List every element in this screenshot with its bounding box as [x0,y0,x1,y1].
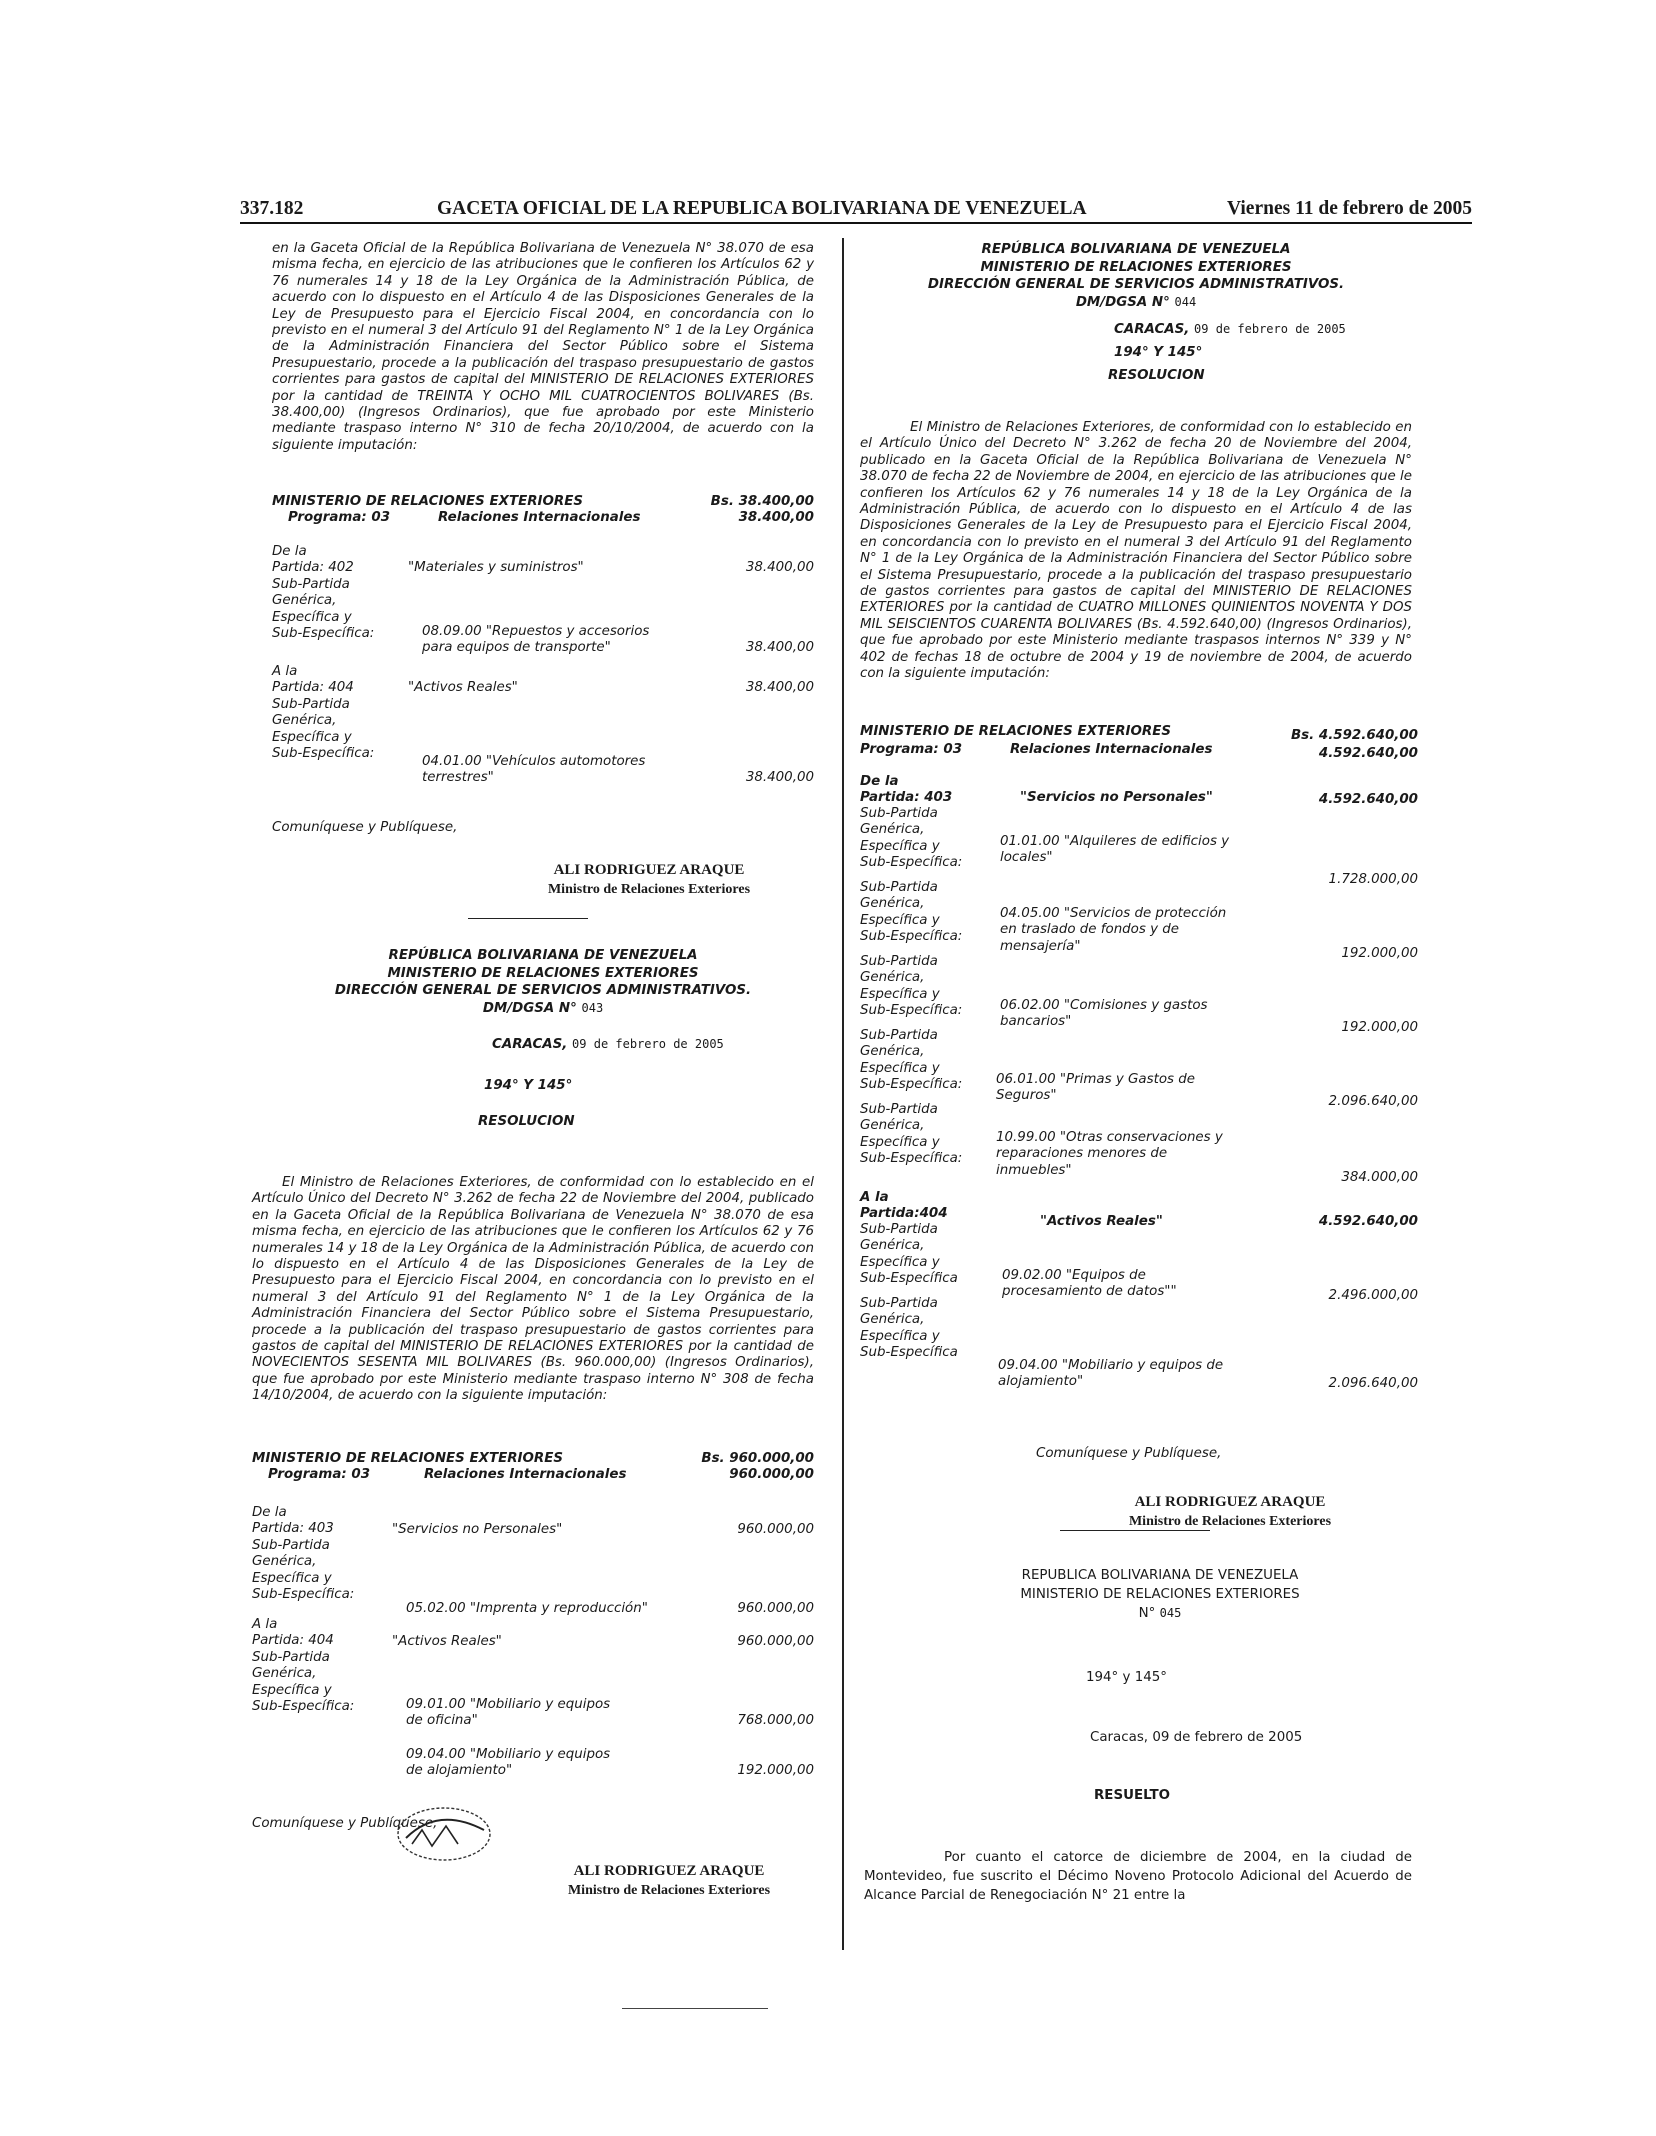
res043-body: El Ministro de Relaciones Exteriores, de conformidad con lo establecido en el Artículo Único del Decreto N° 3.262 de fecha 22 de Noviembre del 2004, publicado en la Gaceta Oficial de la República Bolivariana de Venezuela N° 38.070 de esa misma fecha, en ejercicio de las atribuciones que le confieren los Artículos 62 y 76 numerales 14 y 18 de la Ley Orgánica de la Administración Pública, de acuerdo con lo dispuesto en el Artículo 4 de las Disposiciones Generales de la Ley de Presupuesto para el Ejercicio Fiscal 2004, en concordancia con lo previsto en el numeral 3 del Artículo 91 del Reglamento N° 1 de la Ley Orgánica de la Administración Financiera del Sector Público sobre el Sistema Presupuestario, procede a la publicación del traspaso presupuestario de gastos corrientes para gastos de capital del MINISTERIO DE RELACIONES EXTERIORES por la cantidad de NOVECIENTOS SESENTA MIL BOLIVARES (Bs. 960.000,00) (Ingresos Ordinarios), que fue aprobado por este Ministerio mediante traspaso interno N° 308 de fecha 14/10/2004, de acuerdo con la siguiente imputación: [252,1175,814,1404]
res044-number-line [860,294,1412,312]
separator-rule-3 [1060,1530,1210,1531]
res045-number-label: N° [1138,1606,1156,1621]
res045-number: 045 [1159,1606,1182,1620]
closing-2: Comuníquese y Publíquese, [252,1816,438,1831]
res044-years: 194° Y 145° [1114,345,1203,360]
table3-s4-label: Sub-Partida Genérica, Específica y Sub-Específica: [860,1028,963,1093]
table3-s4-amount: 2.096.640,00 [1328,1094,1418,1109]
table1-de-partida-amount: 38.400,00 [745,560,814,575]
table2-a-sub2-amount: 192.000,00 [737,1763,814,1778]
res045-republic: REPUBLICA BOLIVARIANA DE VENEZUELA [1021,1568,1299,1583]
table1-program-name: Relaciones Internacionales [438,510,641,525]
res043-ministry: MINISTERIO DE RELACIONES EXTERIORES [387,965,699,981]
table3-s5-desc: 10.99.00 "Otras conservaciones y reparaciones menores de inmuebles" [996,1130,1223,1178]
table3-a2-label: Sub-Partida Genérica, Específica y Sub-Específica [860,1296,958,1361]
table2-a-sub1-amount: 768.000,00 [737,1713,814,1728]
table2-de-partida-desc: "Servicios no Personales" [392,1522,563,1537]
res045-years: 194° y 145° [1086,1670,1167,1685]
res045-place-date: Caracas, 09 de febrero de 2005 [1090,1730,1303,1745]
table3-s2-amount: 192.000,00 [1341,946,1418,961]
gazette-header [240,196,1472,226]
table2-a-partida-desc: "Activos Reales" [392,1634,502,1649]
table2-de-partida-amount: 960.000,00 [737,1522,814,1537]
table1-de-sub-amount: 38.400,00 [745,640,814,655]
table3-s2-desc: 04.05.00 "Servicios de protección en traslado de fondos y de mensajería" [1000,906,1227,954]
res044-ministry: MINISTERIO DE RELACIONES EXTERIORES [980,259,1292,275]
table3-ministry: MINISTERIO DE RELACIONES EXTERIORES [860,724,1172,739]
table1-a-sub-desc: 04.01.00 "Vehículos automotores terrestres" [422,754,646,786]
table1-ministry-amount: Bs. 38.400,00 [710,494,814,509]
res045-body-block [864,1848,1412,1905]
res043-number: 043 [581,1000,604,1015]
table2-ministry-amount: Bs. 960.000,00 [701,1451,814,1466]
table1-de-sub-desc: 08.09.00 "Repuestos y accesorios para equipos de transporte" [422,624,650,656]
res044-city-date [1114,321,1346,338]
left-column [272,241,814,454]
res045-number-line [1000,1604,1320,1623]
table3-de-partida-amount: 4.592.640,00 [1318,792,1418,807]
signature-1-name: ALI RODRIGUEZ ARAQUE [553,862,745,878]
table2-a-partida-amount: 960.000,00 [737,1634,814,1649]
res044-title: RESOLUCION [1108,368,1205,383]
res045-body: Por cuanto el catorce de diciembre de 2004, en la ciudad de Montevideo, fue suscrito el Décimo Noveno Protocolo Adicional del Acuerdo de Alcance Parcial de Renegociación N° 21 entre la [864,1850,1412,1903]
table1-a-partida-desc: "Activos Reales" [408,680,518,695]
footer-rule [622,2008,768,2009]
table2-de-sub-desc: 05.02.00 "Imprenta y reproducción" [406,1601,648,1616]
table3-a-header: A la Partida:404 [860,1190,948,1222]
res043-date: 09 de febrero de 2005 [572,1037,724,1051]
res043-years: 194° Y 145° [484,1078,573,1093]
res044-body-block [860,420,1412,683]
res044-number-label: DM/DGSA N° [1075,294,1170,310]
table2-de-label: De la Partida: 403 Sub-Partida Genérica, Específica y Sub-Específica: [252,1505,355,1603]
signature-3-title: Ministro de Relaciones Exteriores [1128,1514,1332,1529]
table3-program: Programa: 03 [860,742,963,757]
res043-body-block [252,1175,814,1405]
res043-direction: DIRECCIÓN GENERAL DE SERVICIOS ADMINISTRATIVOS. [334,983,752,998]
table3-de-partida-desc: "Servicios no Personales" [1020,790,1213,805]
resuelto-045-heading [1000,1566,1320,1623]
table2-a-label: A la Partida: 404 Sub-Partida Genérica, Específica y Sub-Específica: [252,1617,355,1715]
column-divider [842,238,844,1950]
res043-city: CARACAS, [492,1037,568,1052]
issue-date: Viernes 11 de febrero de 2005 [1227,198,1472,219]
table2-program-name: Relaciones Internacionales [424,1467,627,1482]
table3-s3-label: Sub-Partida Genérica, Específica y Sub-Específica: [860,954,963,1019]
res044-date: 09 de febrero de 2005 [1194,322,1346,336]
intro-paragraph: en la Gaceta Oficial de la República Bolivariana de Venezuela N° 38.070 de esa misma fecha, en ejercicio de las atribuciones que le confieren los Artículos 62 y 76 numerales 14 y 18 de la Ley Orgánica de la Administración Pública, de acuerdo con lo dispuesto en el Artículo 4 de las Disposiciones Generales de la Ley de Presupuesto para el Ejercicio Fiscal 2004, en concordancia con lo previsto en el numeral 3 del Artículo 91 del Reglamento N° 1 de la Ley Orgánica de la Administración Financiera del Sector Público sobre el Sistema Presupuestario, procede a la publicación del traspaso presupuestario de gastos corrientes para gastos de capital del MINISTERIO DE RELACIONES EXTERIORES por la cantidad de TREINTA Y OCHO MIL CUATROCIENTOS BOLIVARES (Bs. 38.400,00) (Ingresos Ordinarios), que fue aprobado por este Ministerio mediante traspaso interno N° 310 de fecha 20/10/2004, de acuerdo con la siguiente imputación: [272,241,814,453]
budget-table-1 [272,494,814,834]
publication-title: GACETA OFICIAL DE LA REPUBLICA BOLIVARIANA DE VENEZUELA [437,198,1087,219]
signature-1-title: Ministro de Relaciones Exteriores [547,882,751,897]
signature-2-name: ALI RODRIGUEZ ARAQUE [573,1863,765,1879]
table3-program-name: Relaciones Internacionales [1010,742,1213,757]
res043-title: RESOLUCION [478,1114,575,1129]
resolution-043-heading [272,947,814,1017]
table1-a-label: A la Partida: 404 Sub-Partida Genérica, Específica y Sub-Específica: [272,664,375,762]
page-number: 337.182 [240,198,304,219]
res045-ministry: MINISTERIO DE RELACIONES EXTERIORES [1020,1587,1300,1602]
table1-program: Programa: 03 [288,510,391,525]
table3-s3-desc: 06.02.00 "Comisiones y gastos bancarios" [1000,998,1208,1030]
signature-3-name: ALI RODRIGUEZ ARAQUE [1134,1494,1326,1510]
table3-s3-amount: 192.000,00 [1341,1020,1418,1035]
table1-de-label: De la Partida: 402 Sub-Partida Genérica, Específica y Sub-Específica: [272,544,375,642]
table3-s1-label: Sub-Partida Genérica, Específica y Sub-Específica: [860,806,963,871]
res043-republic: REPÚBLICA BOLIVARIANA DE VENEZUELA [388,948,698,963]
closing-1: Comuníquese y Publíquese, [272,820,458,835]
table2-program-amount: 960.000,00 [729,1467,814,1482]
res043-city-date [492,1036,724,1053]
table3-ministry-amount: Bs. 4.592.640,00 [1290,728,1418,743]
table1-ministry: MINISTERIO DE RELACIONES EXTERIORES [272,494,584,509]
table3-program-amount: 4.592.640,00 [1318,746,1418,761]
table3-a-partida-amount: 4.592.640,00 [1318,1214,1418,1229]
table3-s5-amount: 384.000,00 [1341,1170,1418,1185]
ministry-seal-stamp [388,1800,494,1864]
signature-2-title: Ministro de Relaciones Exteriores [567,1883,771,1898]
res044-body: El Ministro de Relaciones Exteriores, de conformidad con lo establecido en el Artículo Único del Decreto N° 3.262 de fecha 20 de Noviembre del 2004, publicado en la Gaceta Oficial de la República Bolivariana de Venezuela N° 38.070 de fecha 22 de Noviembre de 2004, en ejercicio de las atribuciones que le confieren los Artículos 62 y 76 numerales 14 y 18 de la Ley Orgánica de la Administración Pública, de acuerdo con lo dispuesto en el Artículo 4 de las Disposiciones Generales de la Ley de Presupuesto para el Ejercicio Fiscal 2004, en concordancia con lo previsto en el numeral 3 del Artículo 91 del Reglamento N° 1 de la Ley Orgánica de la Administración Financiera del Sector Público sobre el Sistema Presupuestario, procede a la publicación del traspaso presupuestario de gastos corrientes para gastos de capital del MINISTERIO DE RELACIONES EXTERIORES por la cantidad de CUATRO MILLONES QUINIENTOS NOVENTA Y DOS MIL SEISCIENTOS CUARENTA BOLIVARES (Bs. 4.592.640,00) (Ingresos Ordinarios), que fue aprobado por este Ministerio mediante traspasos internos N° 339 y N° 402 de fechas 18 de octubre de 2004 y 19 de noviembre de 2004, de acuerdo con la siguiente imputación: [860,420,1412,682]
resolution-044-heading [860,241,1412,311]
table3-a1-label: Sub-Partida Genérica, Específica y Sub-Específica [860,1222,958,1287]
table2-a-sub1-desc: 09.01.00 "Mobiliario y equipos de oficina" [406,1697,611,1729]
budget-table-2 [252,1451,814,1811]
res043-number-label: DM/DGSA N° [482,1000,577,1016]
table1-a-sub-amount: 38.400,00 [745,770,814,785]
table2-a-sub2-desc: 09.04.00 "Mobiliario y equipos de alojamiento" [406,1747,611,1779]
budget-table-3 [860,724,1418,1404]
res044-republic: REPÚBLICA BOLIVARIANA DE VENEZUELA [981,242,1291,257]
res044-number: 044 [1174,294,1197,309]
table2-de-sub-amount: 960.000,00 [737,1601,814,1616]
table3-a2-desc: 09.04.00 "Mobiliario y equipos de alojamiento" [998,1358,1224,1390]
res045-title: RESUELTO [1094,1788,1170,1803]
table3-a-partida-desc: "Activos Reales" [1040,1214,1163,1229]
table3-s1-amount: 1.728.000,00 [1328,872,1418,887]
res044-direction: DIRECCIÓN GENERAL DE SERVICIOS ADMINISTRATIVOS. [927,277,1345,292]
table3-a1-amount: 2.496.000,00 [1328,1288,1418,1303]
table3-s5-label: Sub-Partida Genérica, Específica y Sub-Específica: [860,1102,963,1167]
closing-3: Comuníquese y Publíquese, [1036,1446,1222,1461]
res044-city: CARACAS, [1114,322,1190,337]
table1-program-amount: 38.400,00 [738,510,814,525]
table2-program: Programa: 03 [268,1467,371,1482]
res043-number-line [272,1000,814,1018]
table1-a-partida-amount: 38.400,00 [745,680,814,695]
table3-a1-desc: 09.02.00 "Equipos de procesamiento de datos"" [1002,1268,1177,1300]
table1-de-partida-desc: "Materiales y suministros" [408,560,584,575]
table3-a2-amount: 2.096.640,00 [1328,1376,1418,1391]
table3-s1-desc: 01.01.00 "Alquileres de edificios y locales" [1000,834,1230,866]
table3-s2-label: Sub-Partida Genérica, Específica y Sub-Específica: [860,880,963,945]
table3-de-header: De la Partida: 403 [860,774,953,806]
separator-rule-1 [468,918,588,919]
header-rule [240,222,1472,224]
table3-s4-desc: 06.01.00 "Primas y Gastos de Seguros" [996,1072,1195,1104]
table2-ministry: MINISTERIO DE RELACIONES EXTERIORES [252,1451,564,1466]
